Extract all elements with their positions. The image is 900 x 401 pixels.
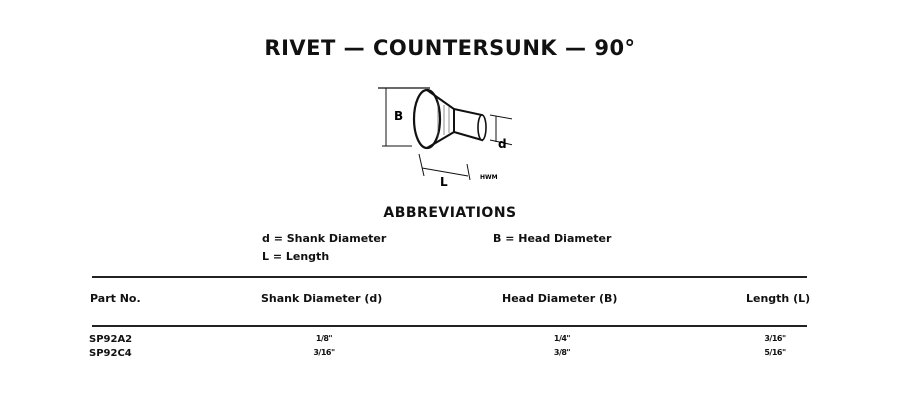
diagram-label-d: d: [498, 137, 507, 151]
cell-part-no: SP92A2: [89, 334, 133, 345]
cell-head-diameter: 3/8": [553, 348, 571, 357]
cell-length: 5/16": [764, 348, 786, 357]
cell-part-no: SP92C4: [89, 348, 132, 359]
column-header-length: Length (L): [746, 292, 811, 305]
table-row: [0, 348, 900, 362]
cell-shank-diameter: 1/8": [315, 334, 333, 343]
column-header-part-no: Part No.: [90, 292, 141, 305]
abbreviations-heading: ABBREVIATIONS: [383, 205, 517, 221]
page-title: RIVET — COUNTERSUNK — 90°: [264, 36, 636, 60]
diagram-label-l: L: [440, 175, 448, 189]
table-top-rule: [92, 276, 807, 278]
diagram-initials: HWM: [480, 174, 498, 181]
abbreviation-length: L = Length: [262, 250, 330, 263]
cell-length: 3/16": [764, 334, 786, 343]
rivet-diagram: [372, 82, 512, 190]
column-header-head-diameter: Head Diameter (B): [502, 292, 618, 305]
diagram-label-b: B: [394, 109, 404, 123]
abbreviation-head-diameter: B = Head Diameter: [493, 232, 612, 245]
cell-head-diameter: 1/4": [553, 334, 571, 343]
table-row: [0, 334, 900, 348]
table-header-rule: [92, 325, 807, 327]
column-header-shank-diameter: Shank Diameter (d): [261, 292, 383, 305]
abbreviation-shank-diameter: d = Shank Diameter: [262, 232, 387, 245]
cell-shank-diameter: 3/16": [313, 348, 335, 357]
